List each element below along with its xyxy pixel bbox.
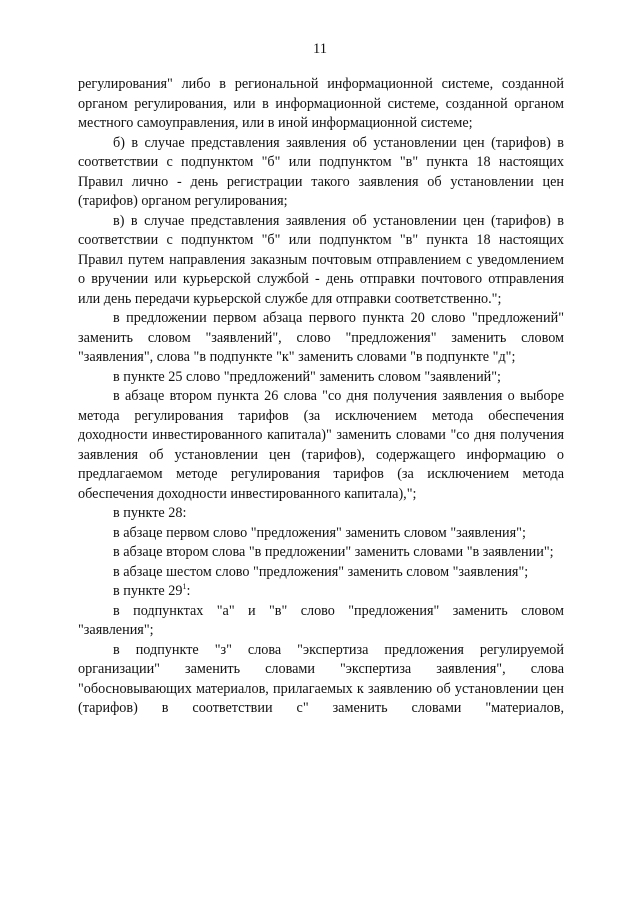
paragraph: в пункте 25 слово "предложений" заменить словом "заявлений"; [113, 368, 501, 385]
paragraph: в) в случае представления заявления об установлении цен (тарифов) в соответствии с подпунктом "б" или подпунктом "в" пункта 18 настоящих Правил путем направления заказным почтовым отправлением с уведомлением о вручении или курьерской службой - день отправки почтового отправления или день передачи курьерской службе для отправки соответственно."; [78, 212, 564, 307]
paragraph: в абзаце втором слова "в предложении" заменить словами "в заявлении"; [113, 544, 554, 560]
paragraph: в подпункте "з" слова "экспертиза предложения регулируемой организации" заменить словами "экспертиза заявления", слова "обосновывающих материалов, прилагаемых к заявлению об установлении цен (тарифов) в соответствии с" заменить словами "материалов, [78, 641, 564, 716]
paragraph: б) в случае представления заявления об установлении цен (тарифов) в соответствии с подпунктом "б" или подпунктом "в" пункта 18 настоящих Правил лично - день регистрации такого заявления об установлении цен (тарифов) органом регулирования; [78, 134, 564, 209]
document-body [78, 75, 564, 719]
paragraph [78, 582, 564, 602]
paragraph: в абзаце шестом слово "предложения" заменить словом "заявления"; [113, 563, 529, 580]
paragraph: в предложении первом абзаца первого пункта 20 слово "предложений" заменить словом "заявлений", слово "предложения" заменить словом "заявления", слова "в подпункте "к" заменить словами "в подпункте "д"; [78, 310, 564, 365]
page-number: 11 [313, 41, 327, 57]
paragraph: в пункте 28: [113, 505, 187, 521]
paragraph: в абзаце втором пункта 26 слова "со дня получения заявления о выборе метода регулирования тарифов (за исключением метода обеспечения доходности инвестированного капитала)" заменить словами "со дня получения заявления об установлении цен (тарифов), содержащего информацию о предлагаемом методе регулирования тарифов (за исключением метода обеспечения доходности инвестированного капитала),"; [78, 388, 564, 502]
superscript: 1 [182, 582, 187, 591]
paragraph-tail: : [186, 583, 191, 599]
paragraph: регулирования" либо в региональной информационной системе, созданной органом регулирования, или в информационной системе, созданной органом местного самоуправления, или в иной информационной системе; [78, 76, 564, 131]
paragraph: в абзаце первом слово "предложения" заменить словом "заявления"; [113, 524, 526, 541]
paragraph: в подпунктах "а" и "в" слово "предложения" заменить словом "заявления"; [78, 602, 564, 638]
paragraph-text: в пункте 29 [113, 583, 183, 599]
